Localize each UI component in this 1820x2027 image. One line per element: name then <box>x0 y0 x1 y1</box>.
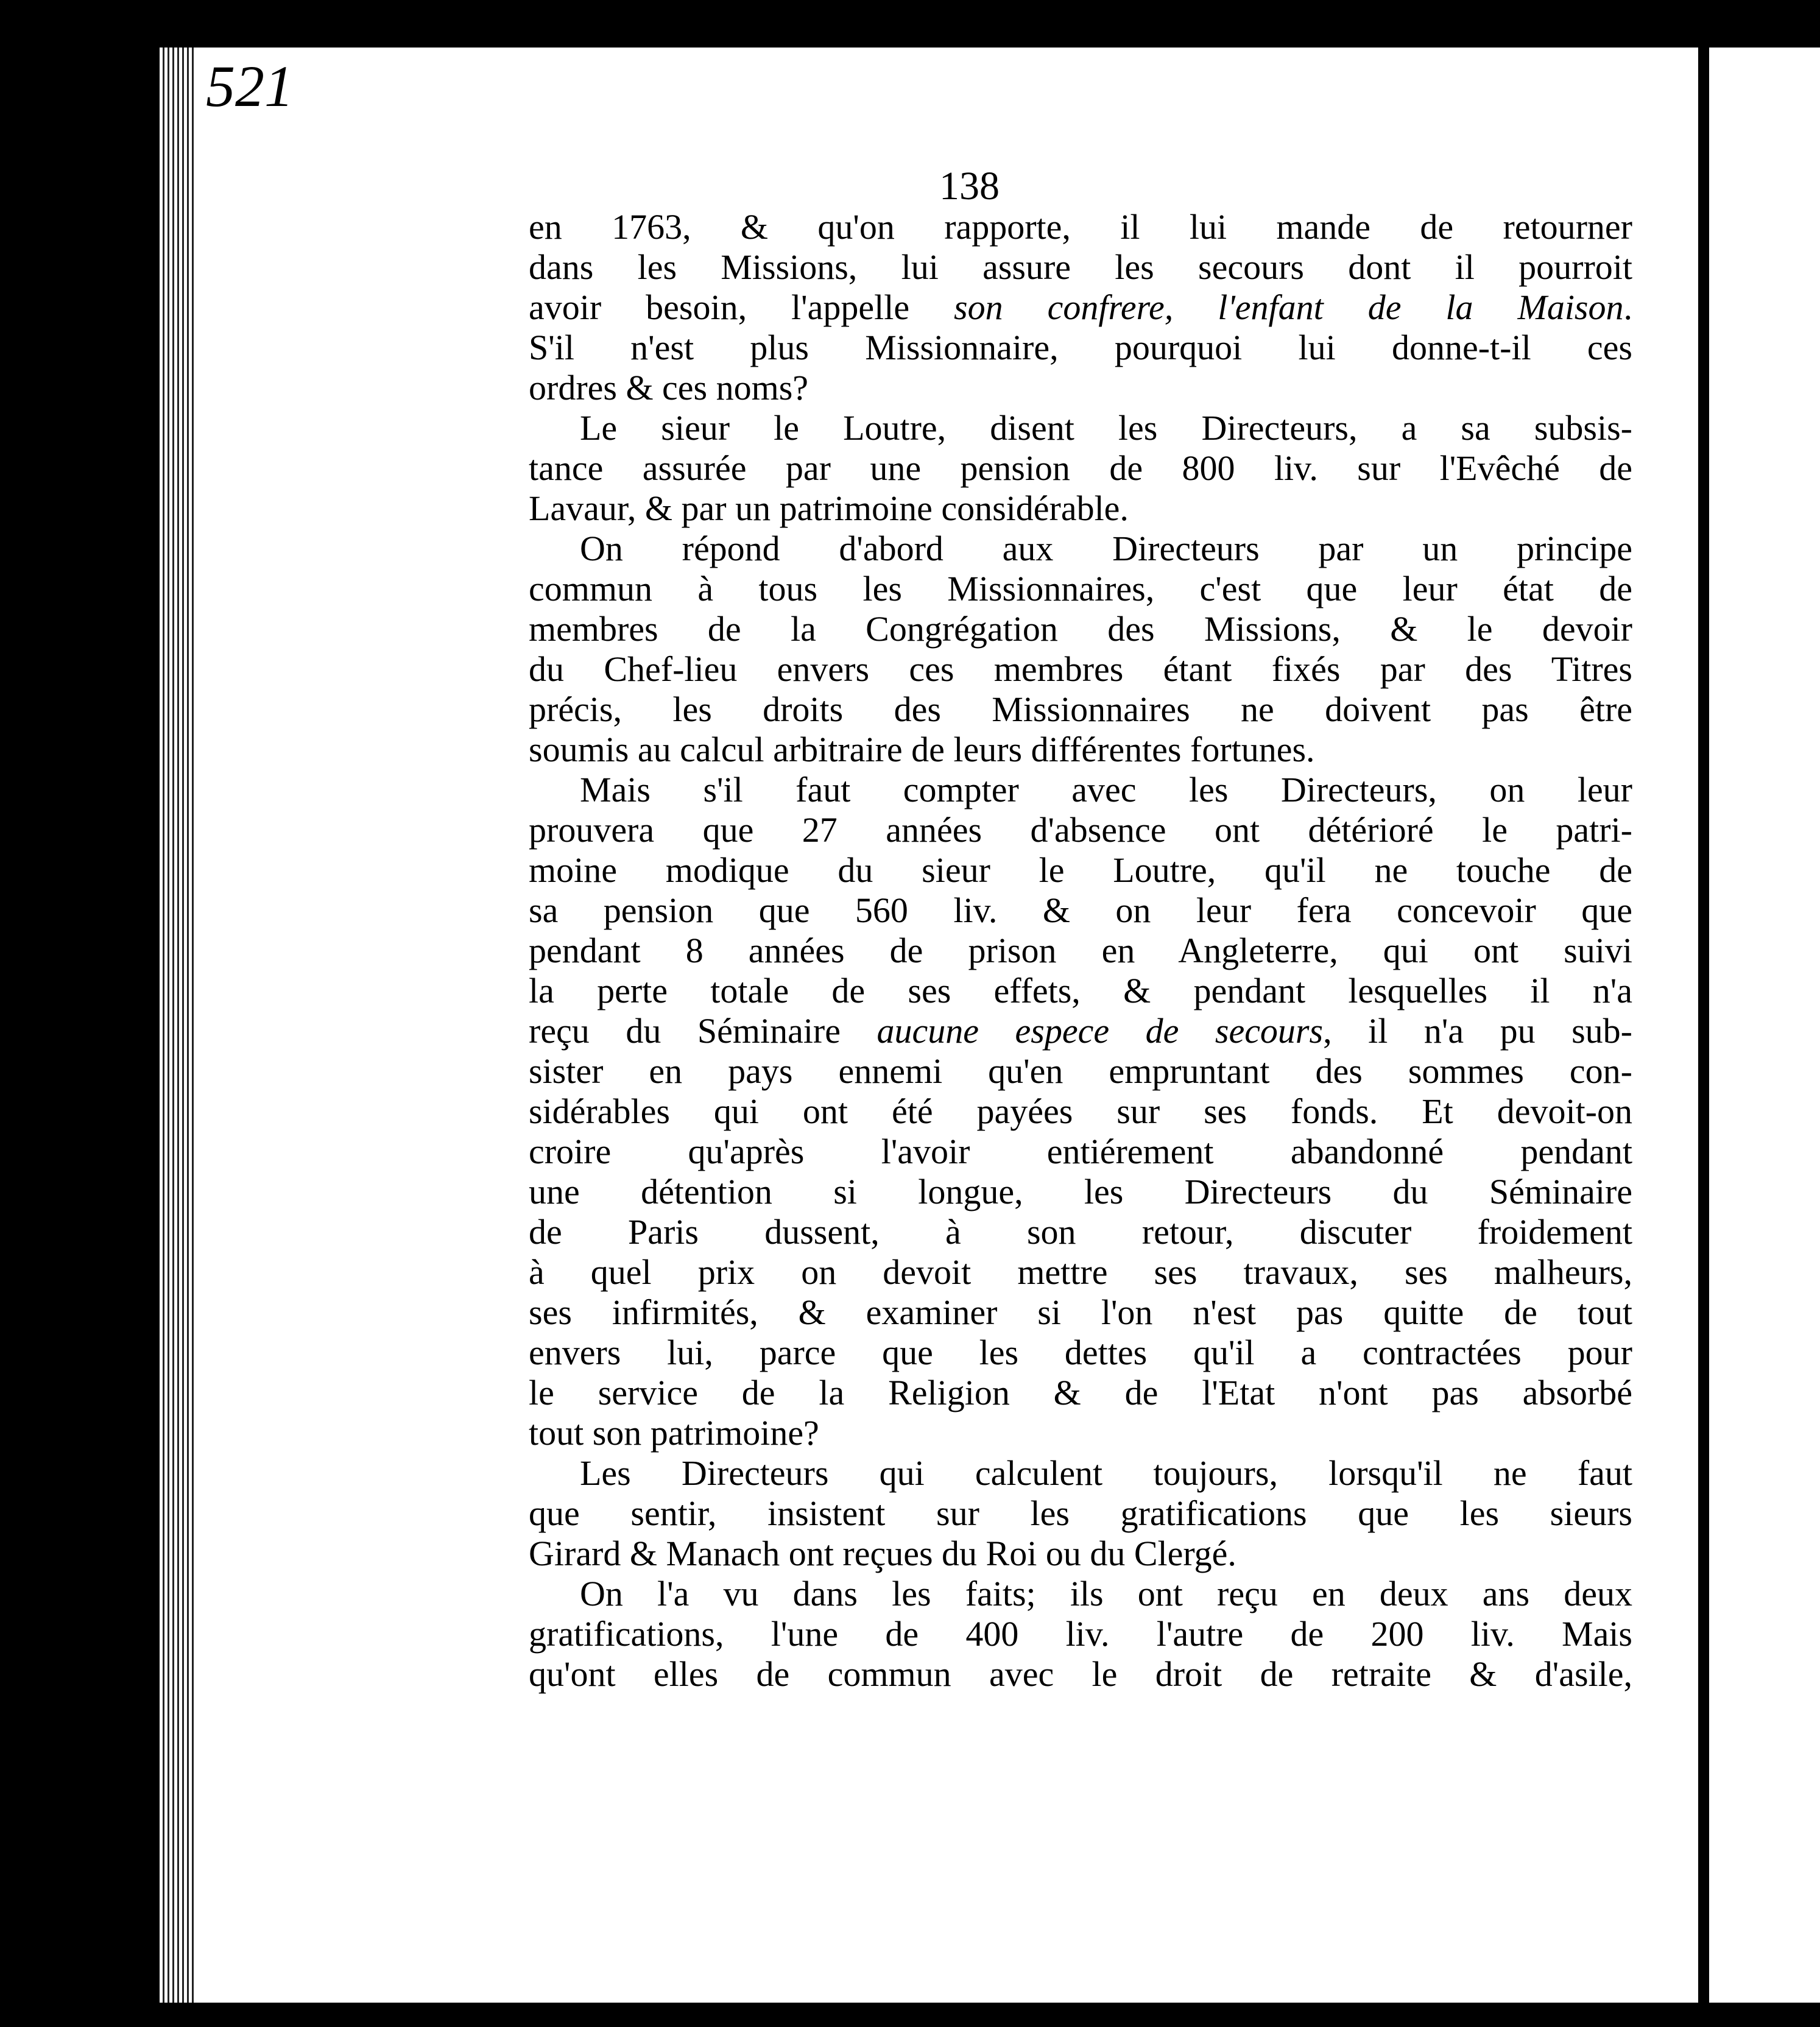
facing-page-edge <box>1707 48 1820 2003</box>
text-line-roman: avoir besoin, l'appelle <box>529 287 954 327</box>
text-line: tance assurée par une pension de 800 liv. sur l'Evêché de <box>529 448 1632 488</box>
text-line <box>529 287 1632 328</box>
text-line: de Paris dussent, à son retour, discuter froidement <box>529 1212 1632 1252</box>
text-line-roman: , il n'a pu sub- <box>1323 1011 1633 1051</box>
text-line: sa pension que 560 liv. & on leur fera concevoir que <box>529 890 1632 930</box>
text-line: moine modique du sieur le Loutre, qu'il ne touche de <box>529 850 1632 890</box>
book-gutter <box>160 48 194 2003</box>
text-line: une détention si longue, les Directeurs du Séminaire <box>529 1172 1632 1211</box>
text-line: membres de la Congrégation des Missions, & le devoir <box>529 609 1632 649</box>
text-line: en 1763, & qu'on rapporte, il lui mande de retourner <box>529 207 1632 247</box>
text-line: à quel prix on devoit mettre ses travaux, ses malheurs, <box>529 1252 1632 1292</box>
text-line: dans les Missions, lui assure les secours dont il pourroit <box>529 247 1632 287</box>
text-line: la perte totale de ses effets, & pendant lesquelles il n'a <box>529 971 1632 1010</box>
text-line <box>529 1011 1632 1051</box>
text-line: ordres & ces noms? <box>529 368 809 407</box>
text-line: que sentir, insistent sur les gratifications que les sieurs <box>529 1493 1632 1533</box>
text-line-roman: . <box>1623 287 1633 327</box>
text-line: sister en pays ennemi qu'en empruntant des sommes con- <box>529 1051 1632 1091</box>
book-page <box>194 48 1698 2003</box>
handwritten-folio-mark: 521 <box>206 54 294 119</box>
text-line: pendant 8 années de prison en Angleterre, qui ont suivi <box>529 931 1632 970</box>
body-text <box>529 207 1632 1694</box>
text-line-italic: aucune espece de secours <box>876 1011 1324 1051</box>
text-line: Les Directeurs qui calculent toujours, lorsqu'il ne faut <box>580 1453 1632 1493</box>
text-line: du Chef-lieu envers ces membres étant fixés par des Titres <box>529 649 1632 689</box>
text-line: On répond d'abord aux Directeurs par un principe <box>580 529 1632 568</box>
text-line: prouvera que 27 années d'absence ont détérioré le patri- <box>529 810 1632 850</box>
text-line: croire qu'après l'avoir entiérement abandonné pendant <box>529 1132 1632 1171</box>
text-line: envers lui, parce que les dettes qu'il a contractées pour <box>529 1333 1632 1372</box>
text-line: S'il n'est plus Missionnaire, pourquoi lui donne-t-il ces <box>529 328 1632 367</box>
text-line: Girard & Manach ont reçues du Roi ou du Clergé. <box>529 1534 1236 1573</box>
text-line: précis, les droits des Missionnaires ne doivent pas être <box>529 689 1632 729</box>
text-line: soumis au calcul arbitraire de leurs différentes fortunes. <box>529 730 1315 769</box>
text-line: qu'ont elles de commun avec le droit de retraite & d'asile, <box>529 1654 1632 1694</box>
text-line: tout son patrimoine? <box>529 1413 819 1453</box>
page-number: 138 <box>939 164 1000 208</box>
text-line-roman: reçu du Séminaire <box>529 1011 877 1051</box>
text-line: Mais s'il faut compter avec les Directeurs, on leur <box>580 770 1632 809</box>
text-line: Le sieur le Loutre, disent les Directeurs, a sa subsis- <box>580 408 1632 448</box>
text-line: commun à tous les Missionnaires, c'est que leur état de <box>529 569 1632 608</box>
text-line: Lavaur, & par un patrimoine considérable. <box>529 488 1129 528</box>
text-line: gratifications, l'une de 400 liv. l'autre de 200 liv. Mais <box>529 1614 1632 1654</box>
text-line: le service de la Religion & de l'Etat n'ont pas absorbé <box>529 1373 1632 1412</box>
text-line: On l'a vu dans les faits; ils ont reçu en deux ans deux <box>580 1574 1632 1613</box>
text-line: ses infirmités, & examiner si l'on n'est pas quitte de tout <box>529 1292 1632 1332</box>
text-line: sidérables qui ont été payées sur ses fonds. Et devoit-on <box>529 1091 1632 1131</box>
text-line-italic: son confrere, l'enfant de la Maison <box>954 287 1624 327</box>
